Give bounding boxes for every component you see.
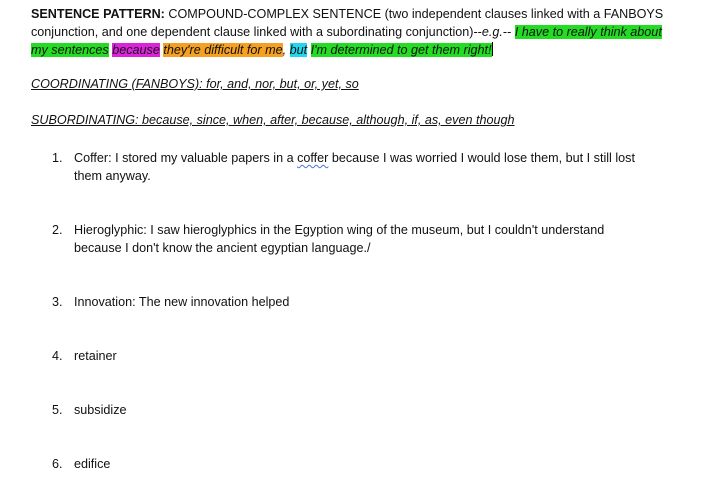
pattern-label: SENTENCE PATTERN: bbox=[31, 7, 165, 21]
list-number: 4. bbox=[52, 349, 63, 363]
list-item-text: subsidize bbox=[74, 403, 127, 417]
list-number: 2. bbox=[52, 223, 63, 237]
list-number: 3. bbox=[52, 295, 63, 309]
pattern-description: COMPOUND-COMPLEX SENTENCE (two independent clauses linked with a FANBOYS conjunction, and one dependent clause linked with a subordinating conjunction)-- bbox=[31, 7, 664, 39]
coordinating-conjunctions-line: COORDINATING (FANBOYS): for, and, nor, but, or, yet, so bbox=[31, 77, 359, 91]
list-item-text: edifice bbox=[74, 457, 111, 471]
example-subordinating-conjunction: because bbox=[112, 43, 160, 57]
list-item-text: retainer bbox=[74, 349, 117, 363]
list-text-part: because I was worried I would lose them, but I still lost them anyway. bbox=[74, 151, 635, 183]
list-text-part: Coffer: I stored my valuable papers in a bbox=[74, 151, 298, 165]
document-page[interactable] bbox=[31, 5, 671, 471]
spellcheck-flagged-word[interactable]: coffer bbox=[297, 151, 329, 165]
list-item-text: Hieroglyphic: I saw hieroglyphics in the Egyption wing of the museum, but I couldn't understand because I don't know the ancient egyptian language./ bbox=[74, 223, 605, 255]
list-number: 6. bbox=[52, 457, 63, 471]
example-comma: , bbox=[282, 43, 287, 57]
example-coordinating-conjunction: but bbox=[289, 43, 308, 57]
list-item-text bbox=[74, 149, 646, 185]
sentence-pattern-paragraph[interactable] bbox=[31, 5, 671, 59]
list-item-text: Innovation: The new innovation helped bbox=[74, 295, 290, 309]
text-cursor bbox=[492, 42, 493, 56]
list-number: 1. bbox=[52, 151, 63, 165]
example-clause-independent-2: I'm determined to get them right! bbox=[310, 43, 492, 57]
list-number: 5. bbox=[52, 403, 63, 417]
example-clause-independent-1: I have to really think about my sentences bbox=[31, 25, 662, 57]
example-clause-dependent: they're difficult for me bbox=[163, 43, 283, 57]
subordinating-conjunctions-line: SUBORDINATING: because, since, when, after, because, although, if, as, even though bbox=[31, 113, 515, 127]
eg-dashes: -- bbox=[502, 25, 512, 39]
eg-text: e.g. bbox=[481, 25, 503, 39]
